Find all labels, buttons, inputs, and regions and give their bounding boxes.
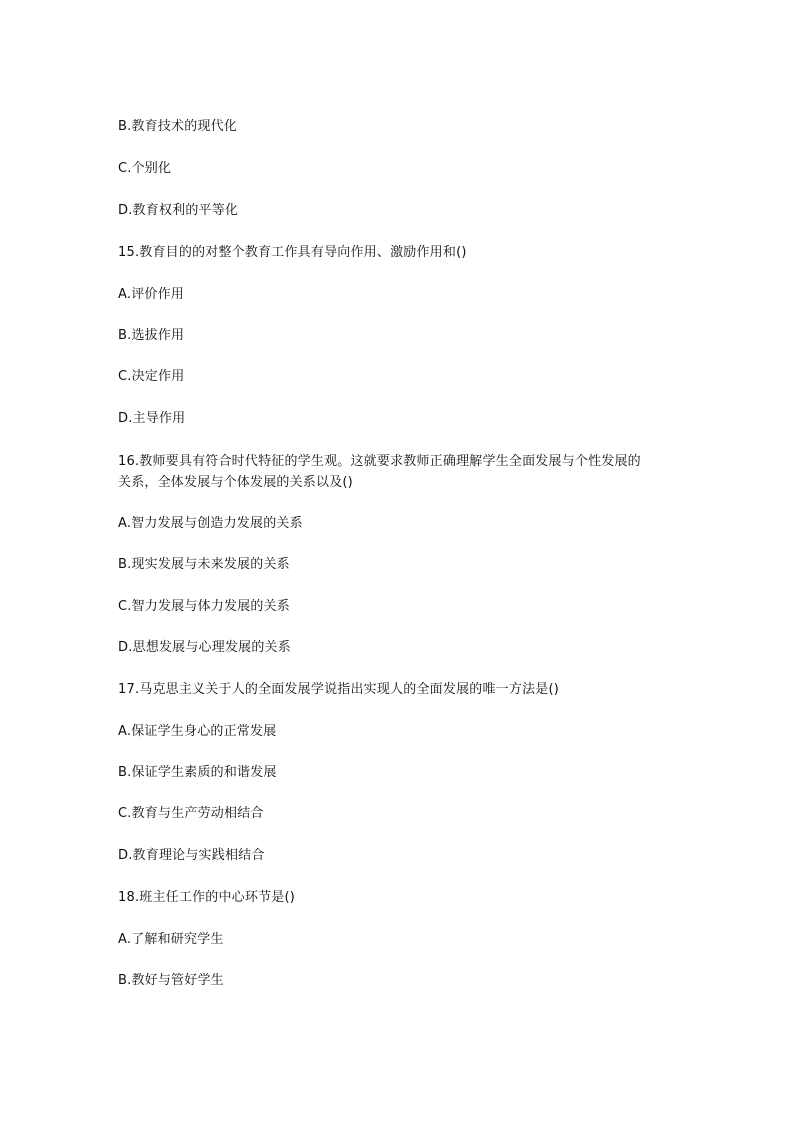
option-b-q18: B.教好与管好学生 — [118, 973, 224, 988]
question-15: 15.教育目的的对整个教育工作具有导向作用、激励作用和() — [118, 245, 467, 260]
option-b-q17: B.保证学生素质的和谐发展 — [118, 765, 277, 780]
option-d-q15: D.主导作用 — [118, 411, 186, 426]
question-18: 18.班主任工作的中心环节是() — [118, 890, 296, 905]
option-b-q15: B.选拔作用 — [118, 328, 185, 343]
option-a-q17: A.保证学生身心的正常发展 — [118, 724, 277, 739]
option-a-q18: A.了解和研究学生 — [118, 932, 224, 947]
option-d-q17: D.教育理论与实践相结合 — [118, 848, 265, 863]
option-a-q15: A.评价作用 — [118, 287, 184, 302]
option-a-q16: A.智力发展与创造力发展的关系 — [118, 516, 303, 531]
option-c-q16: C.智力发展与体力发展的关系 — [118, 599, 291, 614]
question-17: 17.马克思主义关于人的全面发展学说指出实现人的全面发展的唯一方法是() — [118, 682, 560, 697]
option-c-q14: C.个别化 — [118, 161, 172, 176]
option-d-q14: D.教育权利的平等化 — [118, 203, 239, 218]
option-b-q16: B.现实发展与未来发展的关系 — [118, 557, 290, 572]
option-b-q14: B.教育技术的现代化 — [118, 119, 238, 134]
option-d-q16: D.思想发展与心理发展的关系 — [118, 640, 291, 655]
question-16-line-1: 16.教师要具有符合时代特征的学生观。这就要求教师正确理解学生全面发展与个性发展的 — [118, 454, 641, 469]
question-16-line-2: 关系，全体发展与个体发展的关系以及() — [118, 475, 353, 490]
option-c-q17: C.教育与生产劳动相结合 — [118, 806, 264, 821]
option-c-q15: C.决定作用 — [118, 369, 185, 384]
